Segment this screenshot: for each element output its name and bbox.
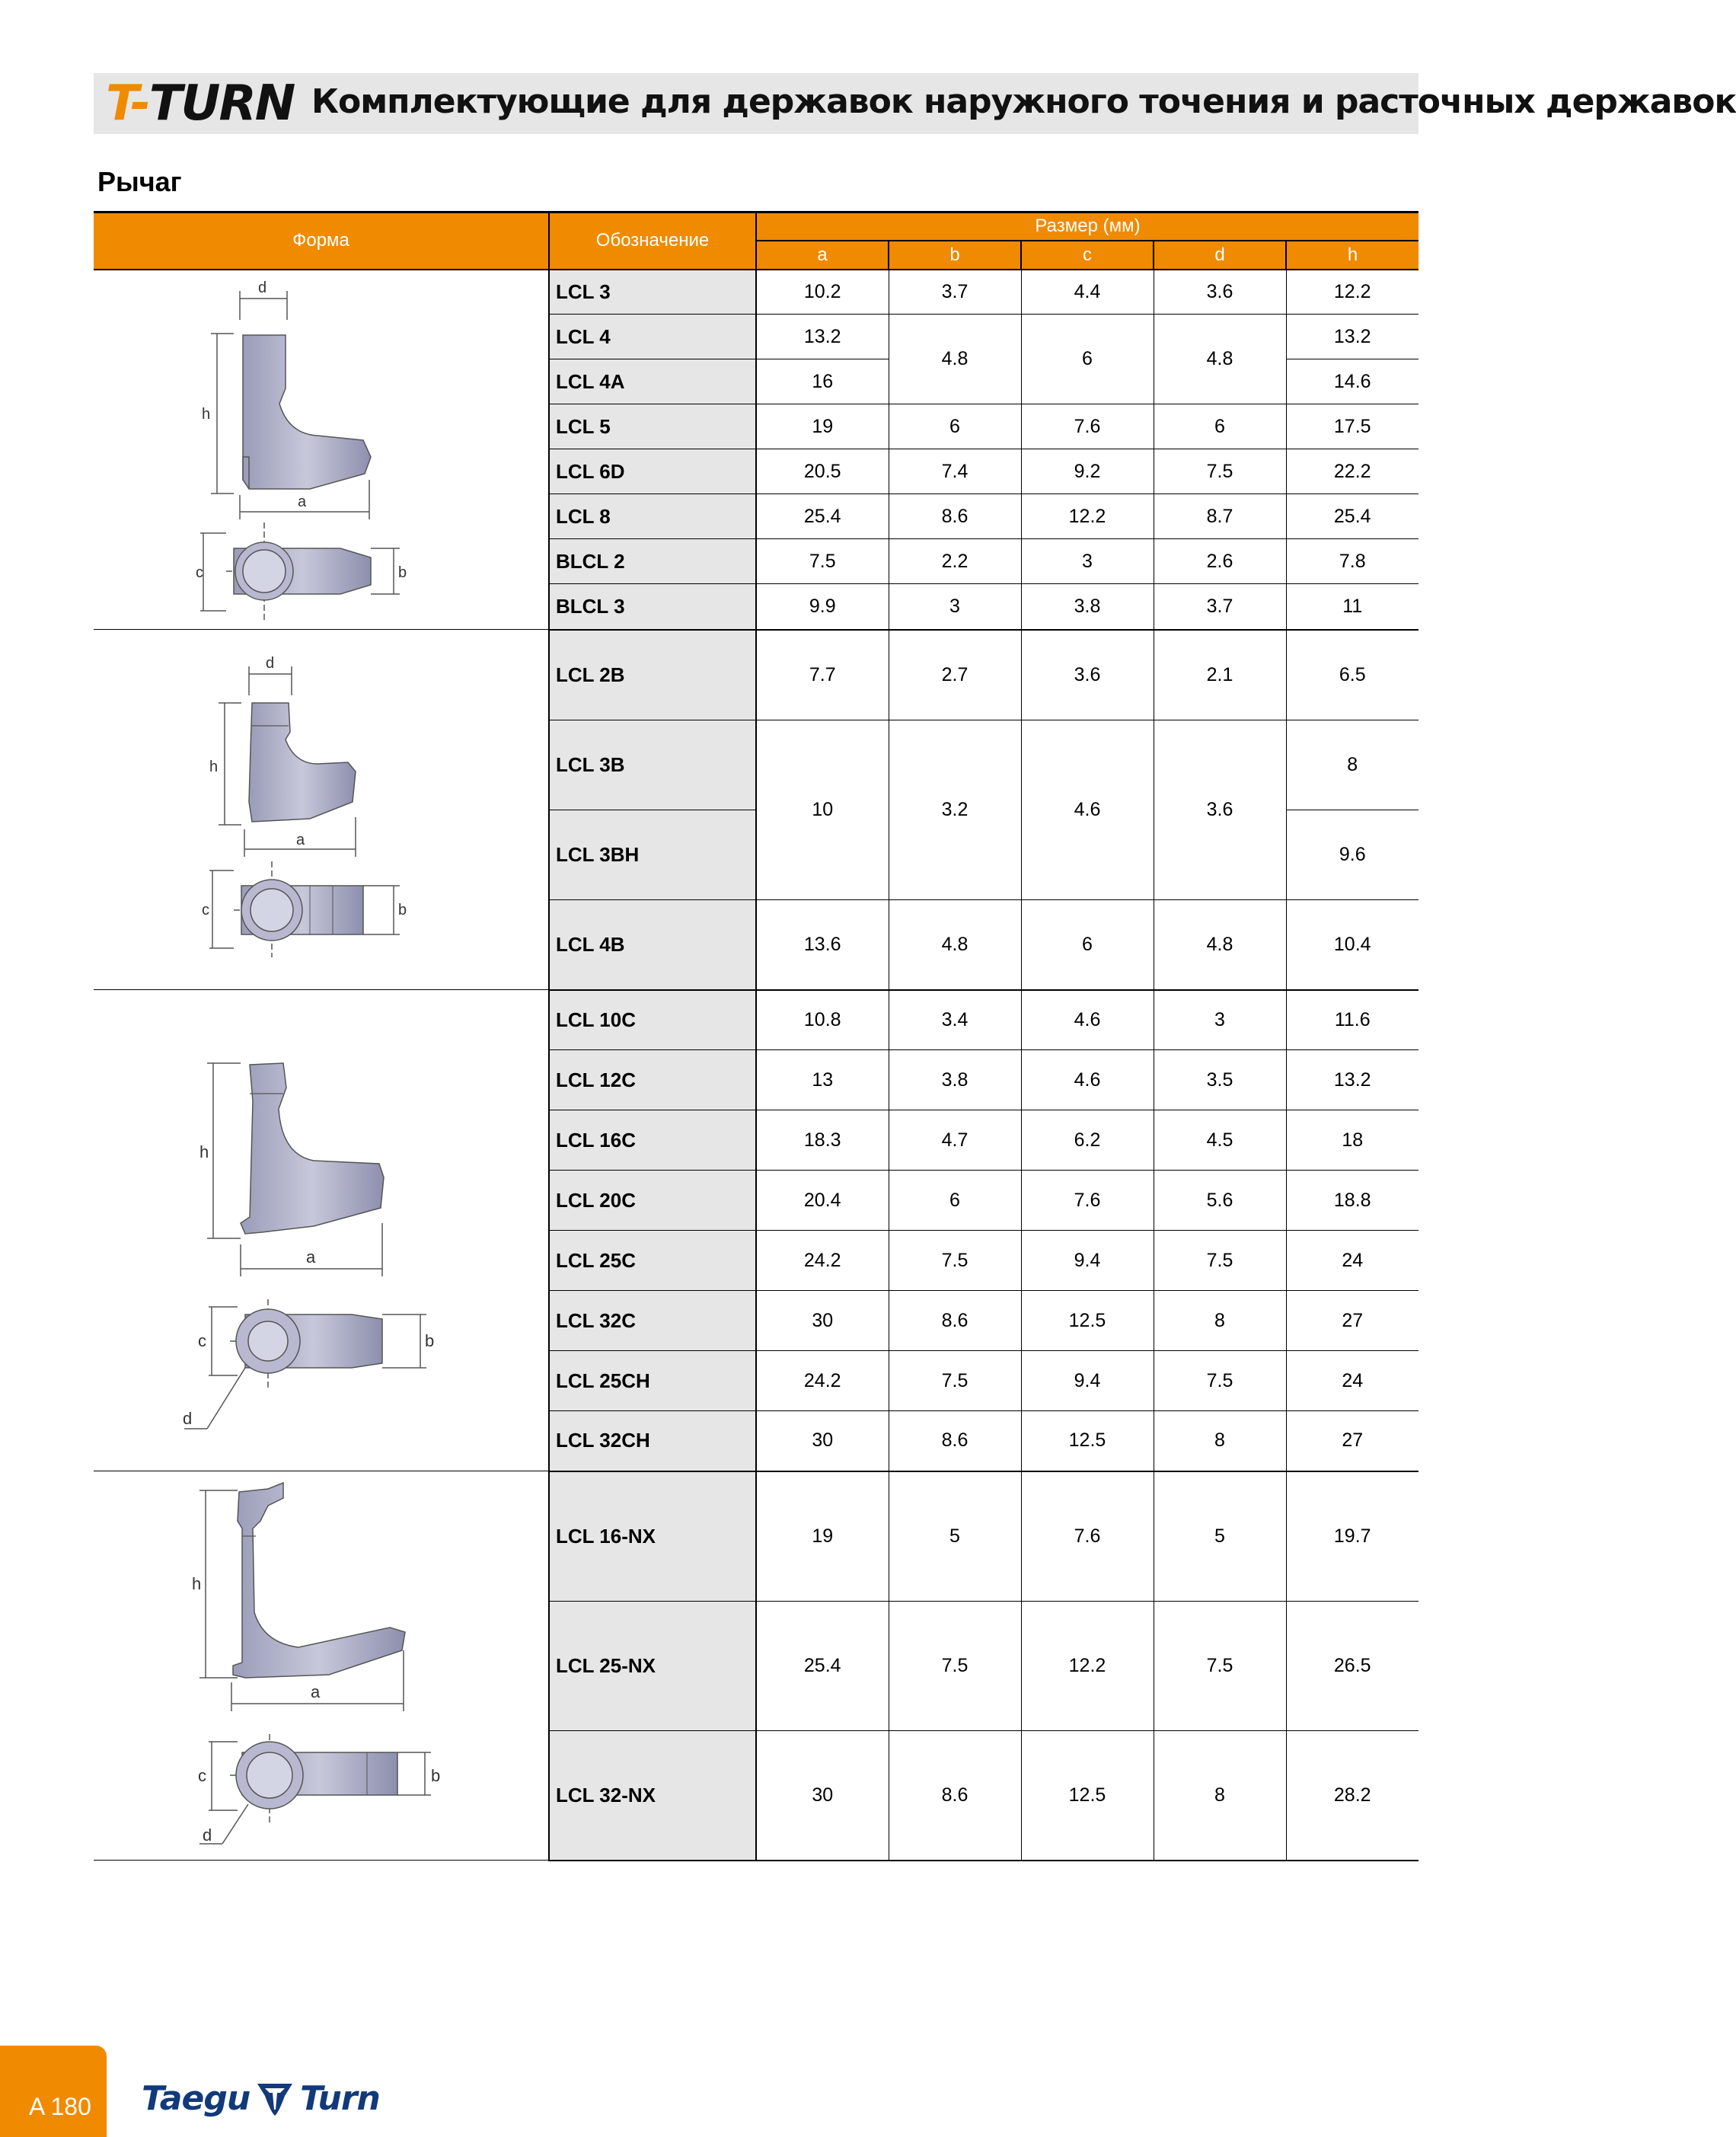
code-cell: LCL 4B xyxy=(549,900,756,990)
dim-label-b: b xyxy=(424,1330,434,1350)
value-a: 7.5 xyxy=(756,539,889,584)
value-b: 4.7 xyxy=(889,1110,1021,1171)
value-b: 3.8 xyxy=(889,1050,1021,1110)
code-cell: BLCL 3 xyxy=(549,584,756,630)
code-cell: LCL 25CH xyxy=(549,1351,756,1411)
table-row xyxy=(94,270,1418,315)
code-cell: LCL 4 xyxy=(549,315,756,359)
value-h: 10.4 xyxy=(1286,900,1418,990)
code-cell: LCL 32C xyxy=(549,1291,756,1351)
value-h: 27 xyxy=(1286,1291,1418,1351)
value-d: 3.7 xyxy=(1154,584,1286,630)
header-dim-c: c xyxy=(1021,241,1154,270)
value-b: 5 xyxy=(889,1471,1021,1602)
value-h: 27 xyxy=(1286,1411,1418,1471)
lever-drawing-icon xyxy=(177,1017,466,1444)
value-c: 9.2 xyxy=(1021,449,1154,494)
value-a: 24.2 xyxy=(756,1231,889,1291)
header-dim-a: a xyxy=(756,241,889,270)
dim-label-d-leader: d xyxy=(202,1826,212,1845)
dim-label-b: b xyxy=(397,902,407,918)
value-d: 7.5 xyxy=(1154,1231,1286,1291)
code-cell: LCL 4A xyxy=(549,359,756,404)
table-row xyxy=(94,630,1418,720)
value-a: 16 xyxy=(756,359,889,404)
code-cell: LCL 32CH xyxy=(549,1411,756,1471)
dim-label-h: h xyxy=(199,1142,209,1161)
value-b: 6 xyxy=(889,1171,1021,1231)
value-h: 13.2 xyxy=(1286,315,1418,359)
footer-page-tab xyxy=(0,2046,107,2137)
code-cell: LCL 20C xyxy=(549,1171,756,1231)
value-d: 4.8 xyxy=(1154,900,1286,990)
value-c: 12.2 xyxy=(1021,494,1154,539)
code-cell: BLCL 2 xyxy=(549,539,756,584)
value-b: 3.7 xyxy=(889,270,1021,315)
value-a: 13 xyxy=(756,1050,889,1110)
header-dim-h: h xyxy=(1286,241,1418,270)
lever-drawing-icon xyxy=(196,274,447,624)
code-cell: LCL 2B xyxy=(549,630,756,720)
value-d: 5 xyxy=(1154,1471,1286,1602)
value-d: 8 xyxy=(1154,1291,1286,1351)
value-d: 7.5 xyxy=(1154,1351,1286,1411)
value-d: 3.6 xyxy=(1154,270,1286,315)
value-b: 7.5 xyxy=(889,1602,1021,1731)
value-b: 8.6 xyxy=(889,1731,1021,1861)
value-a: 10.2 xyxy=(756,270,889,315)
table-row xyxy=(94,990,1418,1050)
value-c: 7.6 xyxy=(1021,1171,1154,1231)
header-dim-b: b xyxy=(889,241,1021,270)
dim-label-h: h xyxy=(201,406,210,423)
value-c: 7.6 xyxy=(1021,1471,1154,1602)
value-d: 8.7 xyxy=(1154,494,1286,539)
value-h: 17.5 xyxy=(1286,404,1418,449)
header-form: Форма xyxy=(94,212,549,270)
value-c: 6.2 xyxy=(1021,1110,1154,1171)
logo-text-part1: T- xyxy=(106,75,149,132)
value-b: 7.5 xyxy=(889,1231,1021,1291)
value-c: 6 xyxy=(1021,900,1154,990)
value-b: 7.5 xyxy=(889,1351,1021,1411)
value-c: 3.8 xyxy=(1021,584,1154,630)
value-a: 30 xyxy=(756,1291,889,1351)
value-d: 2.6 xyxy=(1154,539,1286,584)
value-b: 3.4 xyxy=(889,990,1021,1050)
value-b: 3.2 xyxy=(889,720,1021,900)
code-cell: LCL 25-NX xyxy=(549,1602,756,1731)
value-a: 19 xyxy=(756,1471,889,1602)
value-h: 25.4 xyxy=(1286,494,1418,539)
code-cell: LCL 10C xyxy=(549,990,756,1050)
dim-label-a: a xyxy=(295,832,305,848)
lever-diagram-1 xyxy=(94,270,549,630)
value-h: 9.6 xyxy=(1286,810,1418,900)
code-cell: LCL 16-NX xyxy=(549,1471,756,1602)
value-a: 7.7 xyxy=(756,630,889,720)
value-d: 3.5 xyxy=(1154,1050,1286,1110)
value-a: 20.5 xyxy=(756,449,889,494)
header-size: Размер (мм) xyxy=(756,212,1418,241)
value-a: 19 xyxy=(756,404,889,449)
value-h: 18.8 xyxy=(1286,1171,1418,1231)
dim-label-b: b xyxy=(430,1766,440,1785)
value-h: 24 xyxy=(1286,1351,1418,1411)
code-cell: LCL 8 xyxy=(549,494,756,539)
code-cell: LCL 3B xyxy=(549,720,756,810)
page-title: Комплектующие для державок наружного точения и расточных державок xyxy=(311,82,1736,121)
code-cell: LCL 25C xyxy=(549,1231,756,1291)
value-b: 2.2 xyxy=(889,539,1021,584)
dim-label-h: h xyxy=(209,759,218,775)
value-a: 30 xyxy=(756,1411,889,1471)
value-b: 4.8 xyxy=(889,900,1021,990)
value-b: 2.7 xyxy=(889,630,1021,720)
value-b: 3 xyxy=(889,584,1021,630)
lever-drawing-icon xyxy=(169,1475,474,1856)
dim-label-c: c xyxy=(197,1330,206,1350)
code-cell: LCL 6D xyxy=(549,449,756,494)
page-number: A 180 xyxy=(29,2093,91,2120)
section-title: Рычаг xyxy=(97,166,182,197)
logo-emblem-icon xyxy=(254,2078,295,2119)
header-bar xyxy=(94,73,1736,134)
code-cell: LCL 3 xyxy=(549,270,756,315)
value-c: 9.4 xyxy=(1021,1351,1154,1411)
dim-label-a: a xyxy=(310,1682,320,1701)
dim-label-a: a xyxy=(305,1247,315,1267)
value-c: 4.6 xyxy=(1021,720,1154,900)
value-d: 5.6 xyxy=(1154,1171,1286,1231)
value-c: 4.6 xyxy=(1021,1050,1154,1110)
value-h: 19.7 xyxy=(1286,1471,1418,1602)
value-c: 12.5 xyxy=(1021,1411,1154,1471)
value-c: 3.6 xyxy=(1021,630,1154,720)
value-h: 13.2 xyxy=(1286,1050,1418,1110)
value-a: 24.2 xyxy=(756,1351,889,1411)
value-h: 28.2 xyxy=(1286,1731,1418,1861)
value-h: 11 xyxy=(1286,584,1418,630)
value-h: 24 xyxy=(1286,1231,1418,1291)
value-a: 30 xyxy=(756,1731,889,1861)
value-d: 3 xyxy=(1154,990,1286,1050)
value-b: 7.4 xyxy=(889,449,1021,494)
dim-label-d: d xyxy=(265,655,274,672)
value-c: 4.6 xyxy=(1021,990,1154,1050)
value-d: 4.8 xyxy=(1154,315,1286,404)
code-cell: LCL 16C xyxy=(549,1110,756,1171)
value-b: 4.8 xyxy=(889,315,1021,404)
value-b: 8.6 xyxy=(889,494,1021,539)
value-d: 7.5 xyxy=(1154,449,1286,494)
value-c: 7.6 xyxy=(1021,404,1154,449)
t-turn-logo xyxy=(106,75,295,132)
value-h: 12.2 xyxy=(1286,270,1418,315)
value-c: 4.4 xyxy=(1021,270,1154,315)
code-cell: LCL 32-NX xyxy=(549,1731,756,1861)
value-d: 8 xyxy=(1154,1411,1286,1471)
dim-label-c: c xyxy=(197,1766,206,1785)
dim-label-a: a xyxy=(297,494,306,511)
value-a: 13.6 xyxy=(756,900,889,990)
code-cell: LCL 5 xyxy=(549,404,756,449)
dim-label-b: b xyxy=(397,564,407,582)
value-c: 12.5 xyxy=(1021,1291,1154,1351)
taegutec-logo xyxy=(142,2078,380,2119)
value-h: 18 xyxy=(1286,1110,1418,1171)
value-c: 6 xyxy=(1021,315,1154,404)
value-d: 7.5 xyxy=(1154,1602,1286,1731)
dim-label-c: c xyxy=(201,902,209,918)
value-h: 22.2 xyxy=(1286,449,1418,494)
value-a: 13.2 xyxy=(756,315,889,359)
logo-text-left: Taegu xyxy=(142,2078,251,2118)
value-h: 8 xyxy=(1286,720,1418,810)
value-a: 20.4 xyxy=(756,1171,889,1231)
header-code: Обозначение xyxy=(549,212,756,270)
value-a: 25.4 xyxy=(756,494,889,539)
value-h: 14.6 xyxy=(1286,359,1418,404)
value-a: 25.4 xyxy=(756,1602,889,1731)
lever-diagram-3 xyxy=(94,990,549,1471)
dim-label-h: h xyxy=(191,1574,201,1593)
spec-table xyxy=(94,211,1418,1861)
value-h: 11.6 xyxy=(1286,990,1418,1050)
dim-label-c: c xyxy=(195,564,203,582)
dim-label-d: d xyxy=(257,280,266,297)
value-a: 18.3 xyxy=(756,1110,889,1171)
value-d: 8 xyxy=(1154,1731,1286,1861)
value-d: 4.5 xyxy=(1154,1110,1286,1171)
lever-diagram-2 xyxy=(94,630,549,990)
value-a: 10.8 xyxy=(756,990,889,1050)
header-dim-d: d xyxy=(1154,241,1286,270)
value-b: 8.6 xyxy=(889,1291,1021,1351)
code-cell: LCL 12C xyxy=(549,1050,756,1110)
value-c: 9.4 xyxy=(1021,1231,1154,1291)
value-d: 2.1 xyxy=(1154,630,1286,720)
value-d: 6 xyxy=(1154,404,1286,449)
code-cell: LCL 3BH xyxy=(549,810,756,900)
lever-drawing-icon xyxy=(196,650,447,969)
logo-text-right: Turn xyxy=(300,2078,380,2118)
dim-label-d-leader: d xyxy=(182,1408,192,1428)
value-c: 3 xyxy=(1021,539,1154,584)
logo-text-part2: TURN xyxy=(148,75,295,132)
value-a: 10 xyxy=(756,720,889,900)
value-c: 12.5 xyxy=(1021,1731,1154,1861)
value-h: 6.5 xyxy=(1286,630,1418,720)
lever-diagram-4 xyxy=(94,1471,549,1861)
value-a: 9.9 xyxy=(756,584,889,630)
value-h: 7.8 xyxy=(1286,539,1418,584)
table-row xyxy=(94,1471,1418,1602)
value-d: 3.6 xyxy=(1154,720,1286,900)
value-h: 26.5 xyxy=(1286,1602,1418,1731)
value-b: 6 xyxy=(889,404,1021,449)
value-c: 12.2 xyxy=(1021,1602,1154,1731)
value-b: 8.6 xyxy=(889,1411,1021,1471)
